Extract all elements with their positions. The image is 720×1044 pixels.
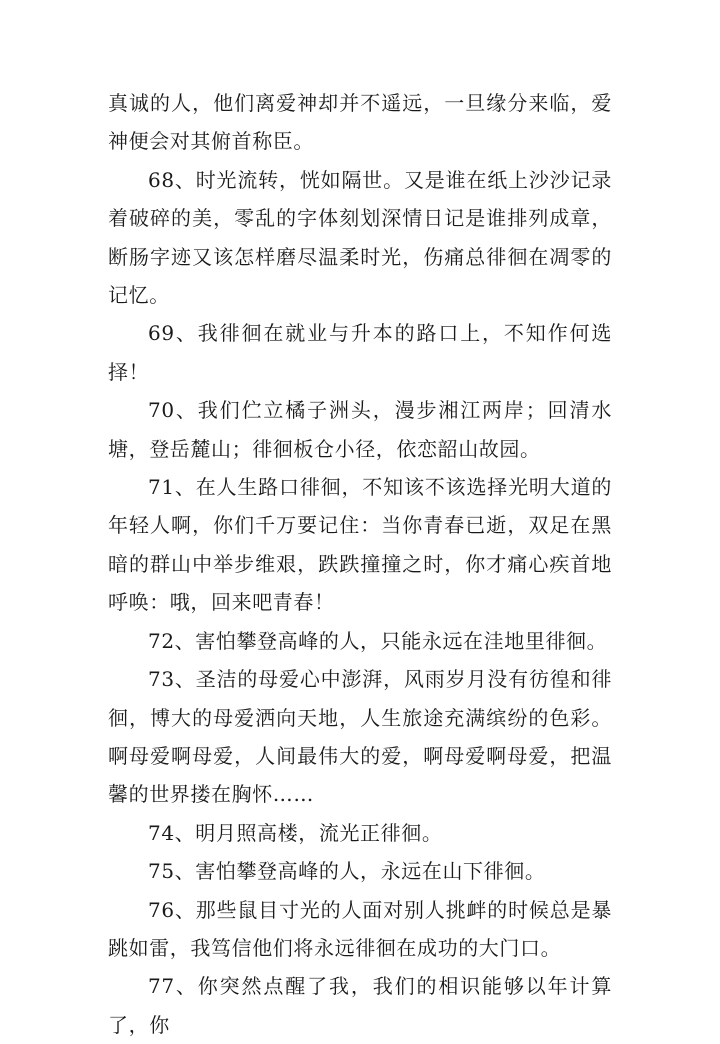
paragraph-77: 77、你突然点醒了我，我们的相识能够以年计算了，你 <box>108 974 612 1037</box>
paragraph-74: 74、明月照高楼，流光正徘徊。 <box>148 820 443 845</box>
paragraph-75: 75、害怕攀登高峰的人，永远在山下徘徊。 <box>148 859 546 884</box>
paragraph-68: 68、时光流转，恍如隔世。又是谁在纸上沙沙记录着破碎的美，零乱的字体刻划深情日记是谁排列成章，断肠字迹又该怎样磨尽温柔时光，伤痛总徘徊在凋零的记忆。 <box>108 167 612 308</box>
paragraph-71: 71、在人生路口徘徊，不知该不该选择光明大道的年轻人啊，你们千万要记住：当你青春已逝，双足在黑暗的群山中举步维艰，跌跌撞撞之时，你才痛心疾首地呼唤：哦，回来吧青春！ <box>108 475 612 615</box>
paragraph-continuation: 真诚的人，他们离爱神却并不遥远，一旦缘分来临，爱神便会对其俯首称臣。 <box>108 91 612 154</box>
paragraph-69: 69、我徘徊在就业与升本的路口上，不知作何选择！ <box>108 321 612 384</box>
paragraph-73: 73、圣洁的母爱心中澎湃，风雨岁月没有彷徨和徘徊，博大的母爱洒向天地，人生旅途充满缤纷的色彩。啊母爱啊母爱，人间最伟大的爱，啊母爱啊母爱，把温馨的世界搂在胸怀…… <box>108 667 612 807</box>
paragraph-70: 70、我们伫立橘子洲头，漫步湘江两岸；回清水塘，登岳麓山；徘徊板仓小径，依恋韶山故园。 <box>108 398 612 461</box>
paragraph-76: 76、那些鼠目寸光的人面对别人挑衅的时候总是暴跳如雷，我笃信他们将永远徘徊在成功的大门口。 <box>108 897 612 960</box>
paragraph-72: 72、害怕攀登高峰的人，只能永远在洼地里徘徊。 <box>148 628 608 653</box>
document-page <box>108 84 612 1044</box>
